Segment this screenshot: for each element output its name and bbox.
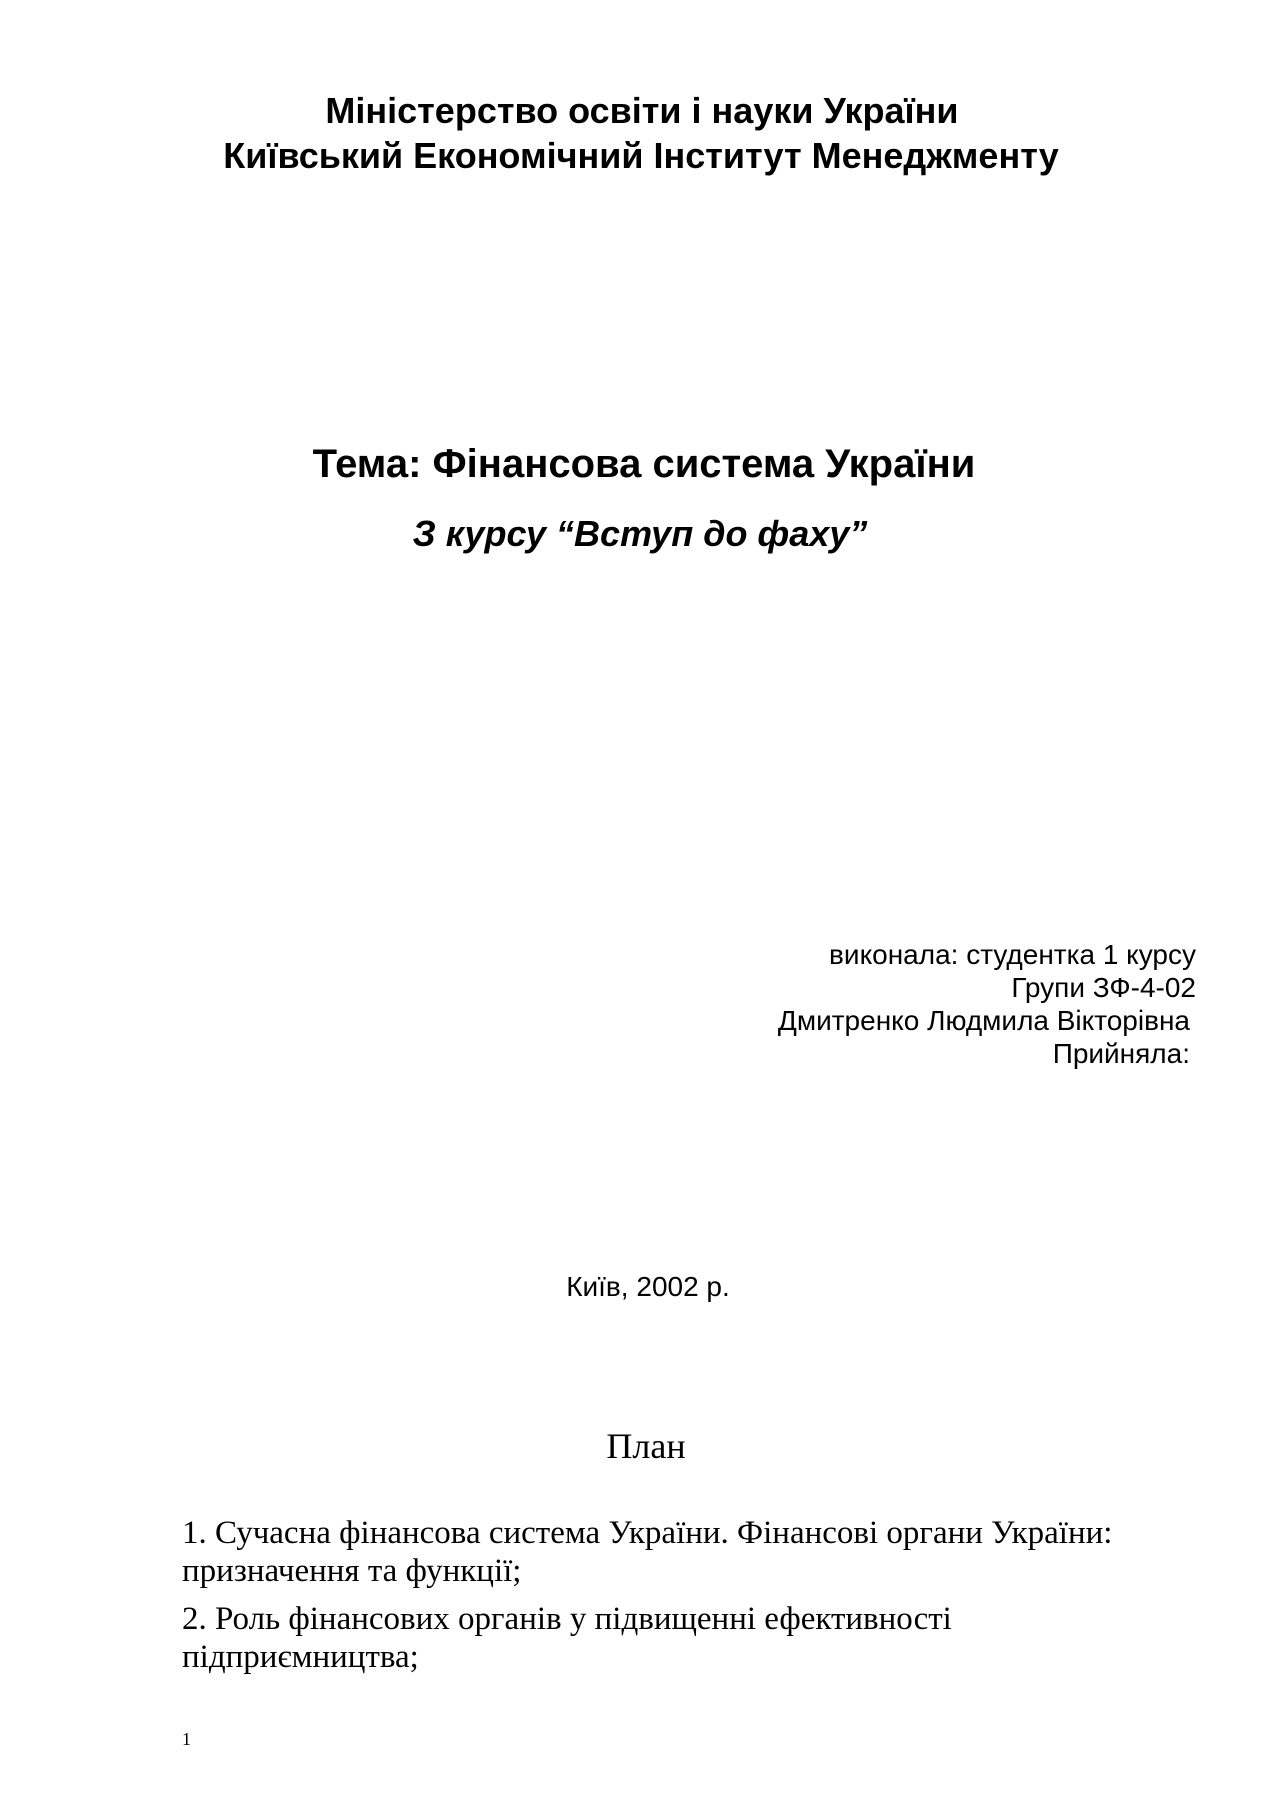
city-year: Київ, 2002 р. <box>566 1271 730 1302</box>
ministry-name: Міністерство освіти і науки України <box>325 90 959 131</box>
topic-title: Тема: Фінансова система України <box>312 442 976 486</box>
plan-list <box>182 1514 1182 1686</box>
author-block <box>496 938 1196 1070</box>
plan-item: 2. Роль фінансових органів у підвищенні ефективності підприємництва; <box>182 1601 952 1675</box>
plan-item: 1. Сучасна фінансова система України. Фінансові органи України: призначення та функції; <box>182 1515 1113 1589</box>
accepted-by-line: Прийняла: <box>1052 1038 1190 1069</box>
institute-name: Київський Економічний Інститут Менеджменту <box>223 135 1059 176</box>
document-header <box>0 88 1280 178</box>
plan-title: План <box>606 1426 686 1466</box>
performed-by-line: виконала: студентка 1 курсу <box>829 939 1196 970</box>
group-line: Групи ЗФ-4-02 <box>1011 972 1196 1003</box>
course-subtitle: З курсу “Вступ до фаху” <box>412 513 868 554</box>
author-name-line: Дмитренко Людмила Вікторівна <box>777 1005 1190 1036</box>
page-number: 1 <box>182 1729 191 1749</box>
